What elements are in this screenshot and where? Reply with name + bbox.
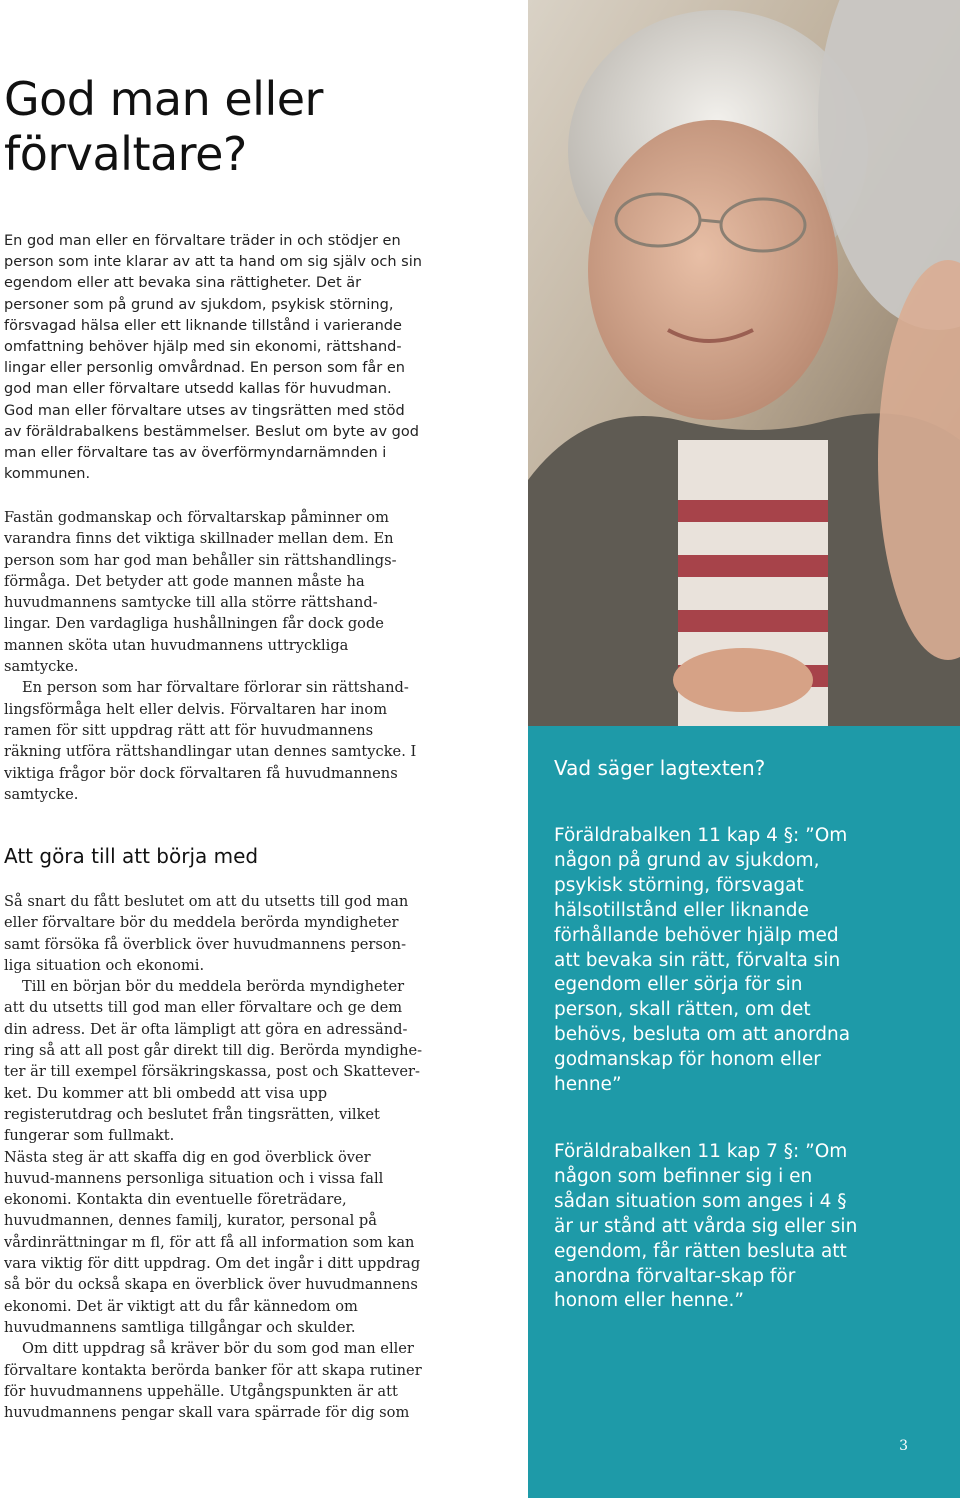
intro-paragraph: En god man eller en förvaltare träder in och stödjer en person som inte klarar av att ta hand om sig själv och sin egendom eller att bevaka sina rättigheter. Det är personer som på grund av sjukdom, psykisk störning, försvagad hälsa eller ett liknande tillstånd i varierande omfattning behöver hjälp med sin ekonomi, rättshand-lingar eller personlig omvårdnad. En person som får en god man eller förvaltare utsedd kallas för huvudman. God man eller förvaltare utses av tingsrätten med stöd av föräldrabalkens bestämmelser. Beslut om byte av god man eller förvaltare tas av överförmyndarnämnden i kommunen. xyxy=(4,233,422,483)
law-quote-2: Föräldrabalken 11 kap 7 §: ”Om någon som befinner sig i en sådan situation som anges i 4 § är ur stånd att vårda sig eller sin egendom, får rätten besluta att anordna förvaltar-skap för honom eller henne.” xyxy=(554,1141,858,1312)
page-title xyxy=(4,72,323,182)
body1-paragraph-2: En person som har förvaltare förlorar sin rättshand-lingsförmåga helt eller delvis. Förvaltaren har inom ramen för sitt uppdrag rätt att för huvudmannens räkning utföra rättshandlingar utan dennes samtycke. I viktiga frågor bör dock förvaltaren få huvudmannens samtycke. xyxy=(4,679,417,803)
page-number: 3 xyxy=(899,1438,908,1454)
body2-paragraph-3: Nästa steg är att skaffa dig en god överblick över huvud-mannens personliga situation och i vissa fall ekonomi. Kontakta din eventuelle företrädare, huvudmannen, dennes familj, kurator, personal på vårdinrättningar m fl, för att få all information som kan vara viktig för ditt uppdrag. Om det ingår i ditt uppdrag så bör du också skapa en överblick över huvudmannens ekonomi. Det är viktigt att du får kännedom om huvudmannens samtliga tillgångar och skulder. xyxy=(4,1148,421,1336)
section-heading: Att göra till att börja med xyxy=(4,844,259,868)
body2-paragraph-2: Till en början bör du meddela berörda myndigheter att du utsetts till god man eller förvaltare och ge dem din adress. Det är ofta lämpligt att göra en adressänd-ring så att all post går direkt till dig. Berörda myndighe-ter är till exempel försäkringskassa, post och Skattever-ket. Du kommer att bli ombedd att visa upp registerutdrag och beslutet från tingsrätten, vilket fungerar som fullmakt. xyxy=(4,978,423,1145)
body2-paragraph-1: Så snart du fått beslutet om att du utsetts till god man eller förvaltare bör du meddela berörda myndigheter samt försöka få överblick över huvudmannens person-liga situation och ekonomi. xyxy=(4,893,409,974)
body-section-2 xyxy=(4,891,424,1423)
title-line-2: förvaltare? xyxy=(4,127,247,182)
law-quote-1: Föräldrabalken 11 kap 4 §: ”Om någon på grund av sjukdom, psykisk störning, försvagat hälsotillstånd eller liknande förhållande behöver hjälp med att bevaka sin rätt, förvalta sin egendom eller sörja för sin person, skall rätten, om det behövs, besluta om att anordna godmanskap för honom eller henne” xyxy=(554,825,851,1096)
elderly-woman-photo xyxy=(528,0,960,726)
title-line-1: God man eller xyxy=(4,72,323,126)
panel-title: Vad säger lagtexten? xyxy=(554,756,766,780)
body2-paragraph-4: Om ditt uppdrag så kräver bör du som god man eller förvaltare kontakta berörda banker för att skapa rutiner för huvudmannens uppehälle. Utgångspunkten är att huvudmannens pengar skall vara spärrade för dig som xyxy=(4,1340,422,1422)
law-text-panel xyxy=(528,726,960,1498)
body1-paragraph-1: Fastän godmanskap och förvaltarskap påminner om varandra finns det viktiga skillnader mellan dem. En person som har god man behåller sin rättshandlings-förmåga. Det betyder att gode mannen måste ha huvudmannens samtycke till alla större rättshand-lingar. Den vardagliga hushållningen får dock gode mannen sköta utan huvudmannens uttryckliga samtycke. xyxy=(4,509,397,676)
photo-illustration xyxy=(528,0,960,726)
body-section-1 xyxy=(4,507,424,805)
